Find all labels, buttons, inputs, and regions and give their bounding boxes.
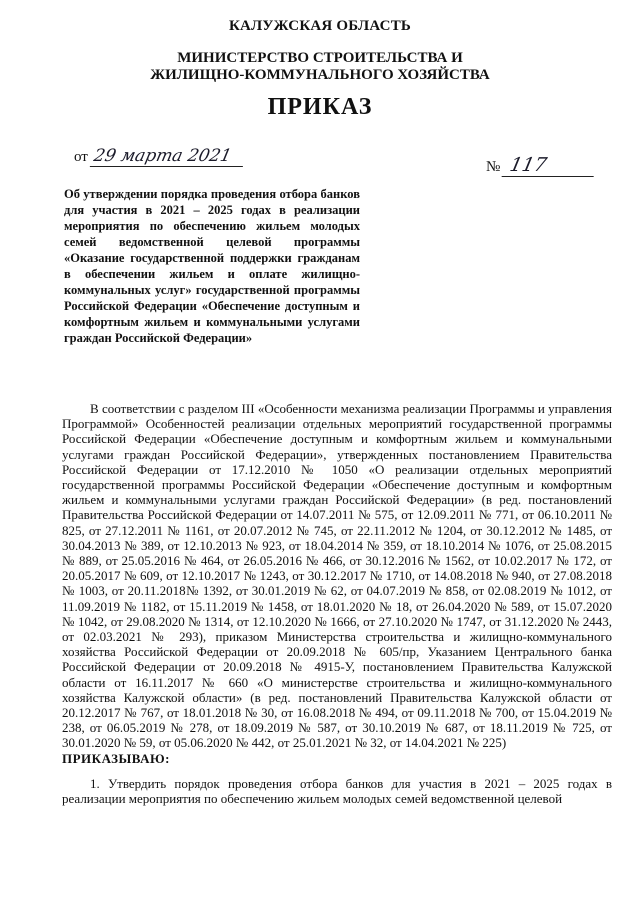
preamble-paragraph: В соответствии с разделом III «Особенности механизма реализации Программы и управления Программой» Особенностей реализации отдельных мероприятий государственной программы Российской Федерации «Обеспечение доступным и комфортным жильем и коммунальными услугами граждан Российской Федерации», утвержденных постановлением Правительства Российской Федерации от 17.12.2010 № 1050 «О реализации отдельных мероприятий государственной программы Российской Федерации «Обеспечение доступным и комфортным жильем и коммунальными услугами граждан Российской Федерации» (в ред. постановлений Правительства Российской Федерации от 14.07.2011 № 575, от 12.09.2011 № 771, от 06.10.2011 № 825, от 27.12.2011 № 1161, от 20.07.2012 № 745, от 22.11.2012 № 1204, от 30.12.2012 № 1485, от 30.04.2013 № 389, от 12.10.2013 № 923, от 18.04.2014 № 359, от 18.10.2014 № 1076, от 25.08.2015 № 889, от 25.05.2016 № 464, от 26.05.2016 № 466, от 30.12.2016 № 1562, от 10.02.2017 № 172, от 20.05.2017 № 609, от 12.10.2017 № 1243, от 30.12.2017 № 1710, от 14.08.2018 № 940, от 27.08.2018 № 1003, от 20.11.2018№ 1392, от 30.01.2019 № 62, от 04.07.2019 № 858, от 02.08.2019 № 1012, от 11.09.2019 № 1182, от 15.11.2019 № 1458, от 18.01.2020 № 18, от 26.04.2020 № 589, от 15.07.2020 № 1042, от 29.08.2020 № 1314, от 12.10.2020 № 1666, от 27.10.2020 № 1747, от 31.12.2020 № 2443, от 02.03.2021 № 293), приказом Министерства строительства и жилищно-коммунального хозяйства Российской Федерации от 20.09.2018 № 605/пр, Указанием Центрального банка Российской Федерации от 20.09.2018 № 4915-У, постановлением Правительства Калужской области от 16.11.2017 № 660 «О министерстве строительства и жилищно-коммунального хозяйства Калужской области» (в ред. постановлений Правительства Калужской области от 20.12.2017 № 767, от 18.01.2018 № 30, от 16.08.2018 № 494, от 09.11.2018 № 700, от 15.04.2019 № 238, от 06.05.2019 № 278, от 18.09.2019 № 587, от 30.10.2019 № 687, от 18.11.2019 № 725, от 30.01.2020 № 59, от 05.06.2020 № 442, от 25.01.2021 № 32, от 14.04.2021 № 225) (62, 401, 612, 751)
order-body (62, 401, 612, 806)
date-prefix: от (74, 149, 88, 165)
number-prefix: № (486, 159, 501, 175)
handwritten-number: 117 (502, 154, 599, 177)
ministry-heading (0, 50, 640, 84)
number-line (486, 154, 596, 177)
region-heading: КАЛУЖСКАЯ ОБЛАСТЬ (228, 18, 412, 34)
document-title: ПРИКАЗ (267, 94, 373, 120)
ministry-heading-line1: МИНИСТЕРСТВО СТРОИТЕЛЬСТВА И (177, 50, 463, 66)
ministry-heading-line2: ЖИЛИЩНО-КОММУНАЛЬНОГО ХОЗЯЙСТВА (150, 67, 490, 83)
date-line (74, 146, 245, 167)
handwritten-date: 29 марта 2021 (89, 146, 247, 167)
order-subject: Об утверждении порядка проведения отбора банков для участия в 2021 – 2025 годах в реализации мероприятия по обеспечению жильем молодых семей ведомственной целевой программы «Оказание государственной поддержки гражданам в обеспечении жильем и оплате жилищно-коммунальных услуг» государственной программы Российской Федерации «Обеспечение доступным и комфортным жильем и коммунальными услугами граждан Российской Федерации» (64, 187, 360, 345)
order-item-1: 1. Утвердить порядок проведения отбора банков для участия в 2021 – 2025 годах в реализации мероприятия по обеспечению жильем молодых семей ведомственной целевой (62, 775, 612, 807)
order-directive: ПРИКАЗЫВАЮ: (62, 750, 170, 766)
